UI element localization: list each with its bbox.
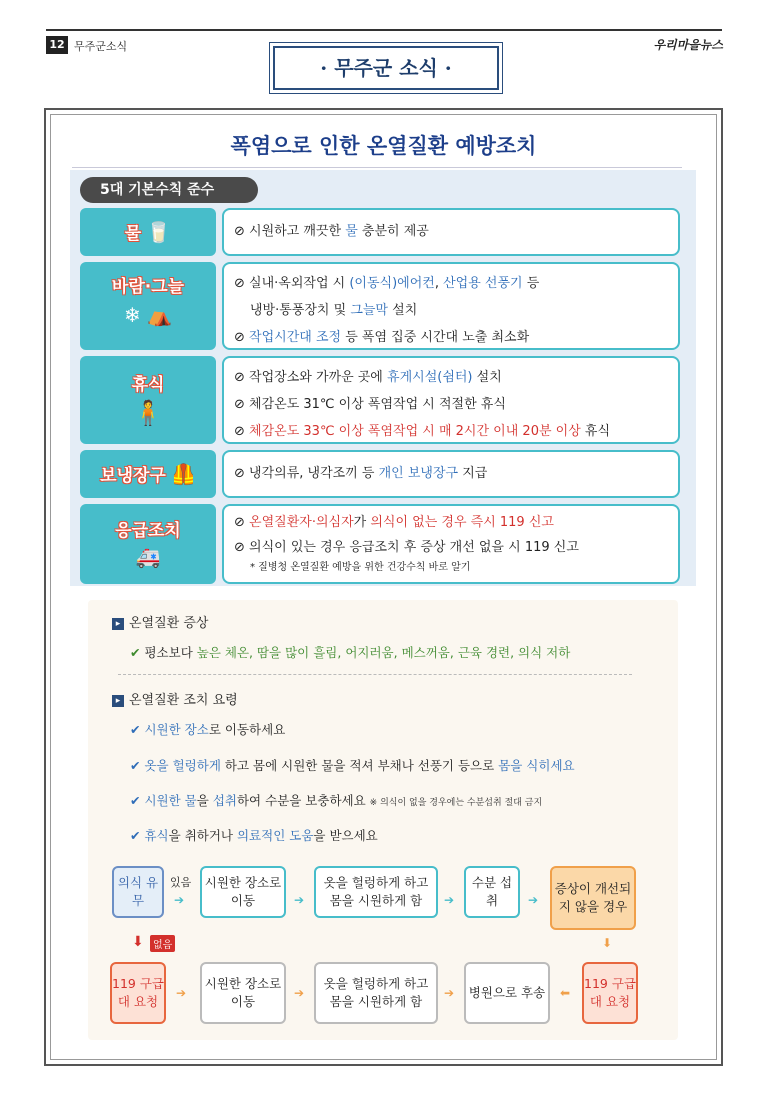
text-highlight: 작업시간대 조정 [249, 330, 342, 345]
divider [118, 674, 632, 675]
flow-box: 옷을 헐렁하게 하고 몸을 시원하게 함 [314, 962, 438, 1024]
check-icon: ✔ [130, 645, 141, 660]
section-name: 무주군소식 [74, 40, 128, 53]
text: ⊘ 시원하고 깨끗한 [234, 224, 346, 239]
text: 을 취하거나 [168, 828, 237, 843]
text: 충분히 제공 [357, 224, 429, 239]
flow-start-box: 의식 유무 [112, 866, 164, 918]
symptoms-heading [112, 612, 208, 631]
flow-box: 옷을 헐렁하게 하고 몸을 시원하게 함 [314, 866, 438, 918]
text-highlight: 몸을 식히세요 [498, 758, 575, 773]
flow-box: 수분 섭취 [464, 866, 520, 918]
ambulance-icon: 🚑 [135, 545, 161, 569]
air-conditioner-icon: ❄ [123, 303, 141, 327]
text: ⊘ 의식이 있는 경우 응급조치 후 증상 개선 없을 시 119 신고 [234, 540, 579, 555]
action-item [130, 756, 575, 774]
check-icon: ✔ [130, 793, 141, 808]
article-heading: 폭염으로 인한 온열질환 예방조치 [230, 133, 537, 158]
symptoms-item [130, 643, 570, 661]
resting-person-icon: 🧍 [133, 399, 163, 427]
text: 을 받으세요 [313, 828, 378, 843]
text-highlight: 높은 체온, 땀을 많이 흘림, 어지러움, 메스꺼움, 근육 경련, 의식 저하 [196, 645, 571, 660]
text: 등 폭염 집중 시간대 노출 최소화 [341, 330, 530, 345]
brand-logo: 우리마을뉴스 [653, 38, 723, 52]
text-highlight: 섭취 [212, 793, 237, 808]
text: 냉방·통풍장치 및 [250, 303, 351, 318]
rule-row-emergency [80, 504, 680, 584]
arrow-box-icon: ▸ [112, 618, 124, 630]
flow-yes-label: 있음 [170, 876, 192, 889]
page-number: 12 [46, 36, 68, 54]
flow-box-emergency: 119 구급대 요청 [582, 962, 638, 1024]
text-alert: 온열질환자·의심자 [249, 515, 354, 530]
heading-rule [72, 167, 682, 168]
rule-content-gear [222, 450, 680, 498]
text-highlight: (이동식)에어컨 [349, 276, 435, 291]
text-highlight: 휴게시설(쉼터) [387, 370, 473, 385]
flow-box: 병원으로 후송 [464, 962, 550, 1024]
check-icon: ✔ [130, 722, 141, 737]
warning-note: ※ 의식이 없을 경우에는 수분섭취 절대 금지 [369, 798, 543, 808]
text-highlight: 산업용 선풍기 [443, 276, 523, 291]
arrow-right-icon: ➔ [294, 893, 305, 907]
footnote: * 질병청 온열질환 예방을 위한 건강수칙 바로 알기 [250, 562, 471, 573]
text: 온열질환 조치 요령 [129, 693, 238, 708]
rule-content-wind [222, 262, 680, 350]
arrow-right-icon: ➔ [444, 893, 455, 907]
rule-row-rest [80, 356, 680, 444]
text: 설치 [388, 303, 418, 318]
text-alert: 체감온도 33℃ 이상 폭염작업 시 매 2시간 이내 20분 이상 [249, 424, 581, 439]
text-highlight: 옷을 헐렁하게 [144, 758, 221, 773]
check-icon: ✔ [130, 758, 141, 773]
rule-content-water [222, 208, 680, 256]
flow-box: 시원한 장소로 이동 [200, 962, 286, 1024]
text: 하고 몸에 시원한 물을 적셔 부채나 선풍기 등으로 [220, 758, 499, 773]
text: ⊘ 체감온도 31℃ 이상 폭염작업 시 적절한 휴식 [234, 397, 506, 412]
header-rule [46, 29, 722, 31]
text: 온열질환 증상 [129, 616, 209, 631]
action-item [130, 720, 285, 738]
rule-tag-gear [80, 450, 216, 498]
text: ⊘ [234, 330, 250, 345]
arrow-box-icon: ▸ [112, 695, 124, 707]
text-highlight: 시원한 물 [144, 793, 197, 808]
text-highlight: 그늘막 [350, 303, 388, 318]
page-title: · 무주군 소식 · [273, 46, 499, 90]
text: 휴식 [580, 424, 611, 439]
text: 을 [196, 793, 213, 808]
rule-label-water: 물 [124, 224, 142, 244]
arrow-right-icon: ➔ [174, 893, 185, 907]
text: 지급 [458, 466, 488, 481]
rule-tag-wind [80, 262, 216, 350]
text-highlight: 개인 보냉장구 [378, 466, 459, 481]
actions-heading [112, 689, 238, 708]
arrow-right-icon: ➔ [176, 986, 187, 1000]
text: ⊘ [234, 424, 250, 439]
text-highlight: 물 [345, 224, 358, 239]
text: ⊘ 냉각의류, 냉각조끼 등 [234, 466, 379, 481]
text: 평소보다 [144, 645, 197, 660]
rule-label-wind: 바람·그늘 [111, 277, 185, 297]
rule-row-water [80, 208, 680, 256]
text: , [434, 276, 444, 291]
shade-tent-icon: ⛺ [147, 303, 173, 327]
text-highlight: 의료적인 도움 [236, 828, 314, 843]
rule-label-rest: 휴식 [131, 375, 165, 395]
check-icon: ✔ [130, 828, 141, 843]
flow-box: 시원한 장소로 이동 [200, 866, 286, 918]
text: 등 [522, 276, 540, 291]
water-bottle-icon: 🥛 [146, 220, 172, 244]
arrow-right-icon: ➔ [444, 986, 455, 1000]
rule-content-rest [222, 356, 680, 444]
text: ⊘ 작업장소와 가까운 곳에 [234, 370, 388, 385]
arrow-down-icon: ⬇ [132, 934, 144, 950]
text: ⊘ [234, 515, 250, 530]
text: 가 [353, 515, 371, 530]
rule-tag-water [80, 208, 216, 256]
text: 설치 [472, 370, 502, 385]
rules-pill: 5대 기본수칙 준수 [80, 177, 258, 203]
rule-row-wind [80, 262, 680, 350]
arrow-right-icon: ➔ [294, 986, 305, 1000]
text: 로 이동하세요 [208, 722, 286, 737]
rule-tag-rest [80, 356, 216, 444]
text: 하여 수분을 보충하세요 [236, 793, 366, 808]
cooling-vest-icon: 🦺 [170, 462, 196, 486]
arrow-left-icon: ⬅ [560, 986, 571, 1000]
action-item [130, 826, 378, 844]
text-highlight: 시원한 장소 [144, 722, 209, 737]
rule-label-emergency: 응급조치 [115, 521, 181, 541]
flow-box-escalate: 증상이 개선되지 않을 경우 [550, 866, 636, 930]
arrow-right-icon: ➔ [528, 893, 539, 907]
flow-box-emergency: 119 구급대 요청 [110, 962, 166, 1024]
arrow-down-icon: ⬇ [602, 936, 613, 950]
rule-tag-emergency [80, 504, 216, 584]
action-item [130, 791, 542, 809]
rule-row-gear [80, 450, 680, 498]
text-alert: 의식이 없는 경우 즉시 119 신고 [370, 515, 554, 530]
rule-content-emergency [222, 504, 680, 584]
flow-no-label: 없음 [150, 935, 175, 952]
rule-label-gear: 보냉장구 [100, 466, 166, 486]
text: ⊘ 실내·옥외작업 시 [234, 276, 350, 291]
text-highlight: 휴식 [144, 828, 169, 843]
